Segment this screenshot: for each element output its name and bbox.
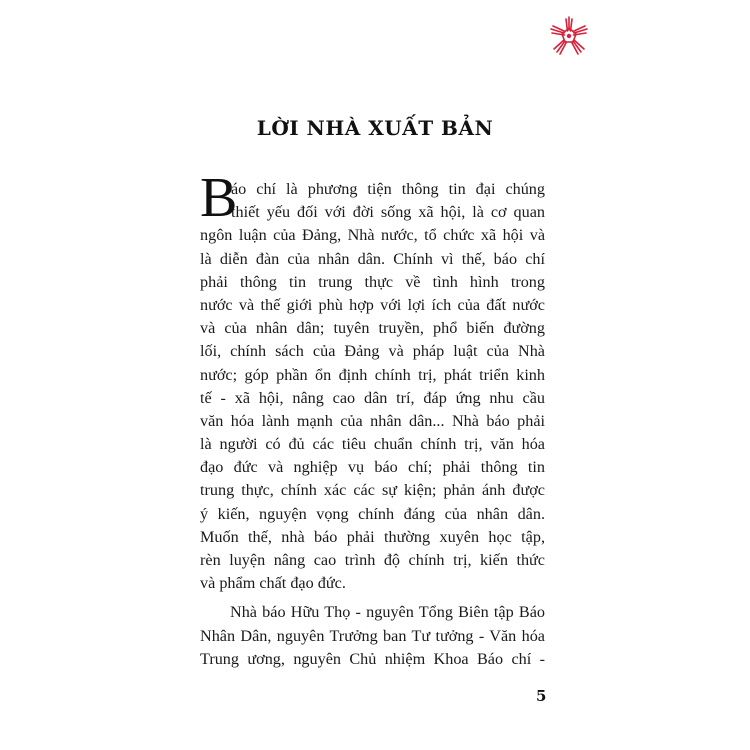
text-line: là diễn đàn của nhân dân. Chính vì thế, báo chí <box>200 249 545 268</box>
text-line: Nhà báo Hữu Thọ - nguyên Tổng Biên tập Báo <box>230 603 545 622</box>
text-line: lối, chính sách của Đảng và pháp luật của Nhà <box>200 342 545 361</box>
text-line: văn hóa lành mạnh của nhân dân... Nhà báo phải <box>200 411 545 430</box>
text-line: tế - xã hội, nâng cao dân trí, đáp ứng nhu cầu <box>200 388 545 407</box>
text-line: áo chí là phương tiện thông tin đại chúng <box>231 180 545 198</box>
text-line: rèn luyện nâng cao trình độ chính trị, kiến thức <box>200 551 545 569</box>
text-line: ngôn luận của Đảng, Nhà nước, tổ chức xã hội và <box>200 226 545 245</box>
star-logo-icon <box>547 14 591 58</box>
paragraph-2 <box>200 601 545 671</box>
page-number: 5 <box>536 687 547 705</box>
text-line: và của nhân dân; tuyên truyền, phổ biến đường <box>200 319 545 338</box>
publisher-logo-icon <box>547 14 591 58</box>
text-line: nước; góp phần ổn định chính trị, phát triển kinh <box>200 365 545 384</box>
text-line: thiết yếu đối với đời sống xã hội, là cơ quan <box>231 203 545 222</box>
text-line: Trung ương, nguyên Chủ nhiệm Khoa Báo chí - <box>200 649 545 668</box>
text-line: đạo đức và nghiệp vụ báo chí; phải thông tin <box>200 458 545 477</box>
text-line: là người có đủ các tiêu chuẩn chính trị, văn hóa <box>200 435 545 454</box>
text-line: và phẩm chất đạo đức. <box>200 574 346 593</box>
page-title: LỜI NHÀ XUẤT BẢN <box>256 116 494 140</box>
text-line: ý kiến, nguyện vọng chính đáng của nhân dân. <box>200 504 545 523</box>
drop-cap: B <box>200 167 238 229</box>
text-line: phải thông tin trung thực về tình hình trong <box>200 272 545 291</box>
body-text <box>200 167 545 671</box>
text-line: trung thực, chính xác các sự kiện; phản ánh được <box>200 481 545 500</box>
text-line: Nhân Dân, nguyên Trưởng ban Tư tưởng - Văn hóa <box>200 626 545 645</box>
paragraph-1 <box>200 178 545 595</box>
text-line: Muốn thế, nhà báo phải thường xuyên học tập, <box>200 527 545 546</box>
text-line: nước và thế giới phù hợp với lợi ích của đất nước <box>200 295 545 314</box>
